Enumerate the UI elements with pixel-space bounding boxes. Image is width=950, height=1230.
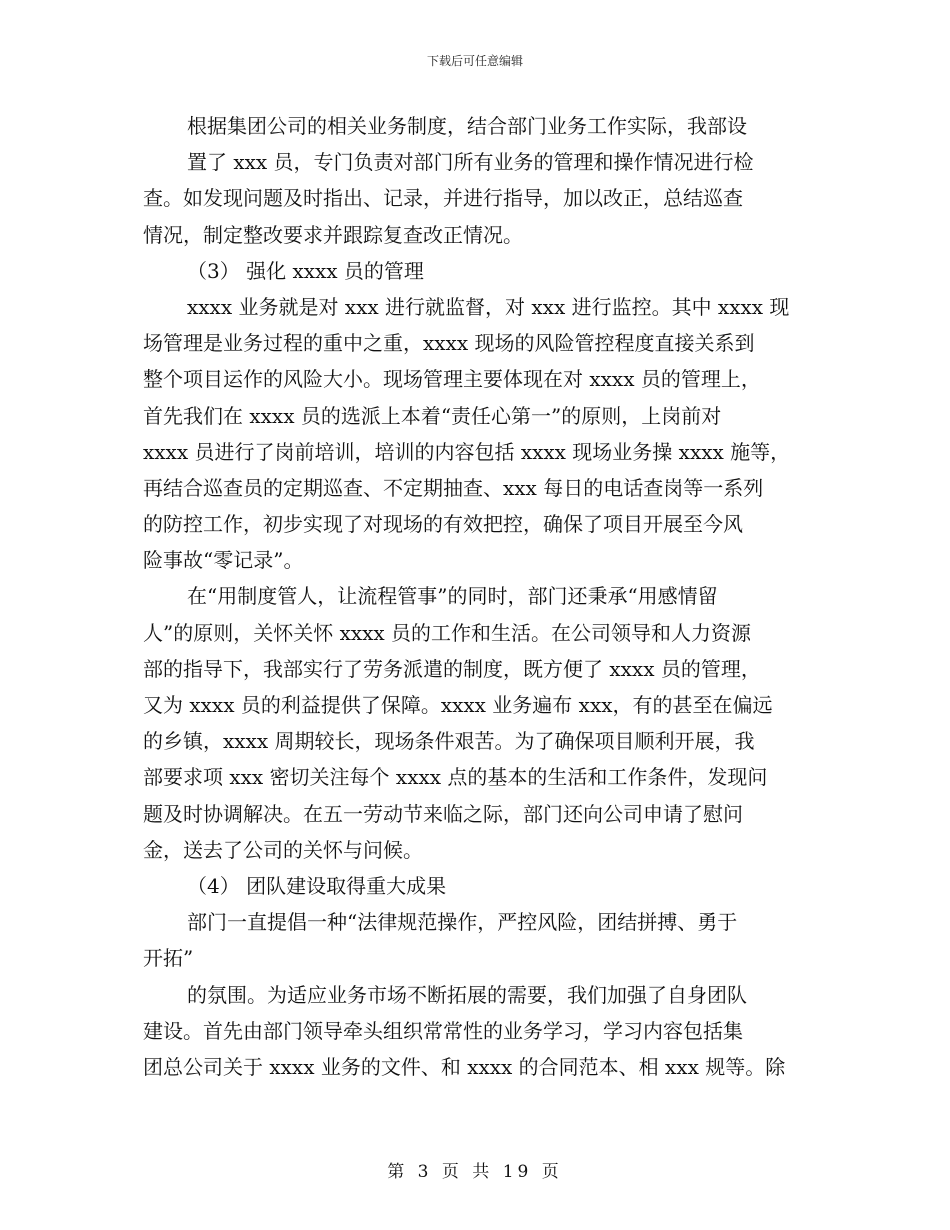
text-line: 置了 xxx 员，专门负责对部门所有业务的管理和操作情况进行检 [187, 150, 754, 175]
text-line: 的氛围。为适应业务市场不断拓展的需要，我们加强了自身团队 [187, 982, 747, 1007]
text-line: 查。如发现问题及时指出、记录，并进行指导，加以改正，总结巡查 [143, 186, 743, 211]
text-line: 又为 xxxx 员的利益提供了保障。xxxx 业务遍布 xxx，有的甚至在偏远 [143, 693, 773, 717]
text-line: 部的指导下，我部实行了劳务派遣的制度，既方便了 xxxx 员的管理， [143, 656, 761, 681]
text-line: 团总公司关于 xxxx 业务的文件、和 xxxx 的合同范本、相 xxx 规等。除 [143, 1054, 786, 1079]
text-line: 再结合巡查员的定期巡查、不定期抽查、xxx 每日的电话查岗等一系列 [143, 475, 764, 500]
text-line: 场管理是业务过程的重中之重，xxxx 现场的风险管控程度直接关系到 [143, 331, 755, 356]
section-heading: （3） 强化 xxxx 员的管理 [187, 258, 424, 283]
page-footer: 第 3 页 共 19 页 [387, 1162, 563, 1182]
text-line: 部要求项 xxx 密切关注每个 xxxx 点的基本的生活和工作条件，发现问 [143, 765, 768, 790]
text-line: 题及时协调解决。在五一劳动节来临之际，部门还向公司申请了慰问 [143, 801, 743, 826]
text-line: 金，送去了公司的关怀与问候。 [143, 837, 423, 862]
text-line: 首先我们在 xxxx 员的选派上本着“责任心第一”的原则，上岗前对 [143, 403, 722, 428]
text-line: 在“用制度管人，让流程管事”的同时，部门还秉承“用感情留 [187, 584, 718, 609]
text-line: 部门一直提倡一种“法律规范操作，严控风险，团结拼搏、勇于 [187, 910, 738, 935]
text-line: 建设。首先由部门领导牵头组织常常性的业务学习，学习内容包括集 [143, 1018, 743, 1043]
text-line: 开拓” [143, 946, 194, 971]
text-line: 情况，制定整改要求并跟踪复查改正情况。 [143, 222, 523, 247]
text-line: 人”的原则，关怀关怀 xxxx 员的工作和生活。在公司领导和人力资源 [143, 620, 752, 645]
text-line: 整个项目运作的风险大小。现场管理主要体现在对 xxxx 员的管理上， [143, 367, 761, 392]
text-line: 的防控工作，初步实现了对现场的有效把控，确保了项目开展至今风 [143, 512, 743, 537]
text-line: 根据集团公司的相关业务制度，结合部门业务工作实际，我部设 [187, 114, 747, 138]
page-header: 下载后可任意编辑 [426, 54, 523, 68]
document-body [143, 108, 807, 1085]
section-heading: （4） 团队建设取得重大成果 [187, 873, 447, 898]
text-line: 的乡镇，xxxx 周期较长，现场条件艰苦。为了确保项目顺利开展，我 [143, 729, 755, 754]
text-line: xxxx 业务就是对 xxx 进行就监督，对 xxx 进行监控。其中 xxxx 现 [187, 294, 790, 319]
text-line: 险事故“零记录”。 [143, 548, 304, 573]
text-line: xxxx 员进行了岗前培训，培训的内容包括 xxxx 现场业务操 xxxx 施等， [143, 439, 791, 464]
